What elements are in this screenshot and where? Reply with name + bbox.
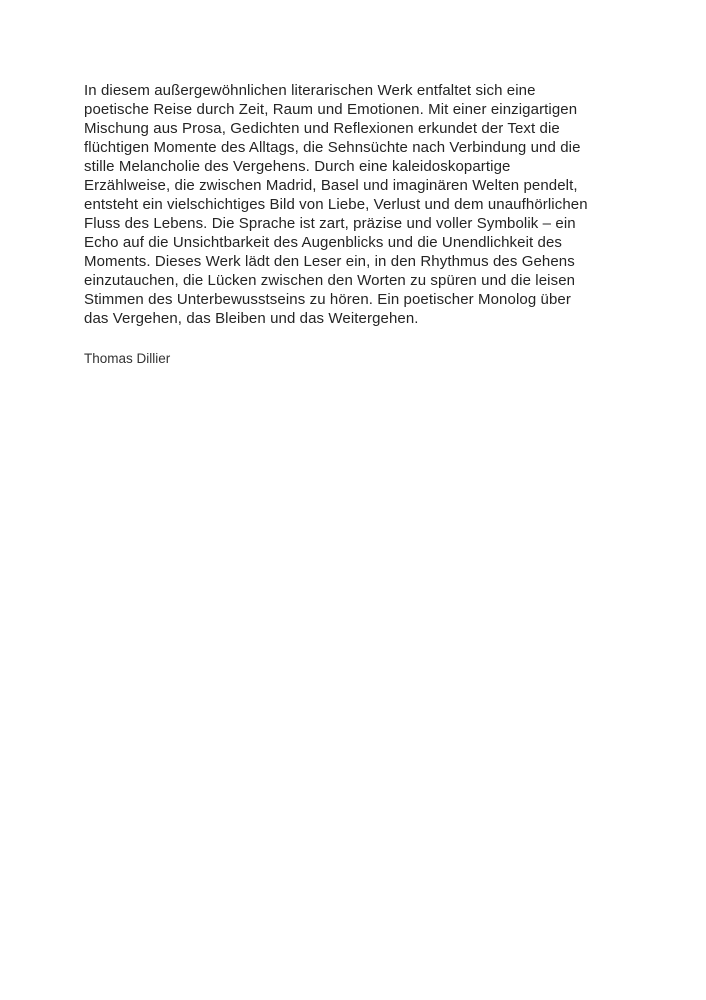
paragraph-line: stille Melancholie des Vergehens. Durch eine kaleidoskopartige — [84, 158, 511, 175]
paragraph-line: Mischung aus Prosa, Gedichten und Reflexionen erkundet der Text die — [84, 120, 560, 137]
paragraph-line: entsteht ein vielschichtiges Bild von Liebe, Verlust und dem unaufhörlichen — [84, 196, 588, 213]
paragraph-line: flüchtigen Momente des Alltags, die Sehnsüchte nach Verbindung und die — [84, 139, 581, 156]
paragraph-line: einzutauchen, die Lücken zwischen den Worten zu spüren und die leisen — [84, 272, 576, 289]
author-name: Thomas Dillier — [84, 351, 171, 366]
paragraph-line: Fluss des Lebens. Die Sprache ist zart, präzise und voller Symbolik – ein — [84, 215, 576, 232]
paragraph-line: Erzählweise, die zwischen Madrid, Basel und imaginären Welten pendelt, — [84, 177, 578, 194]
paragraph-line: Moments. Dieses Werk lädt den Leser ein, in den Rhythmus des Gehens — [84, 253, 575, 270]
paragraph-line: Echo auf die Unsichtbarkeit des Augenblicks und die Unendlichkeit des — [84, 234, 563, 251]
book-description-paragraph — [84, 81, 632, 328]
paragraph-line: In diesem außergewöhnlichen literarischen Werk entfaltet sich eine — [84, 82, 536, 99]
paragraph-line: poetische Reise durch Zeit, Raum und Emotionen. Mit einer einzigartigen — [84, 101, 578, 118]
paragraph-line: das Vergehen, das Bleiben und das Weitergehen. — [84, 310, 419, 327]
paragraph-line: Stimmen des Unterbewusstseins zu hören. Ein poetischer Monolog über — [84, 291, 571, 308]
